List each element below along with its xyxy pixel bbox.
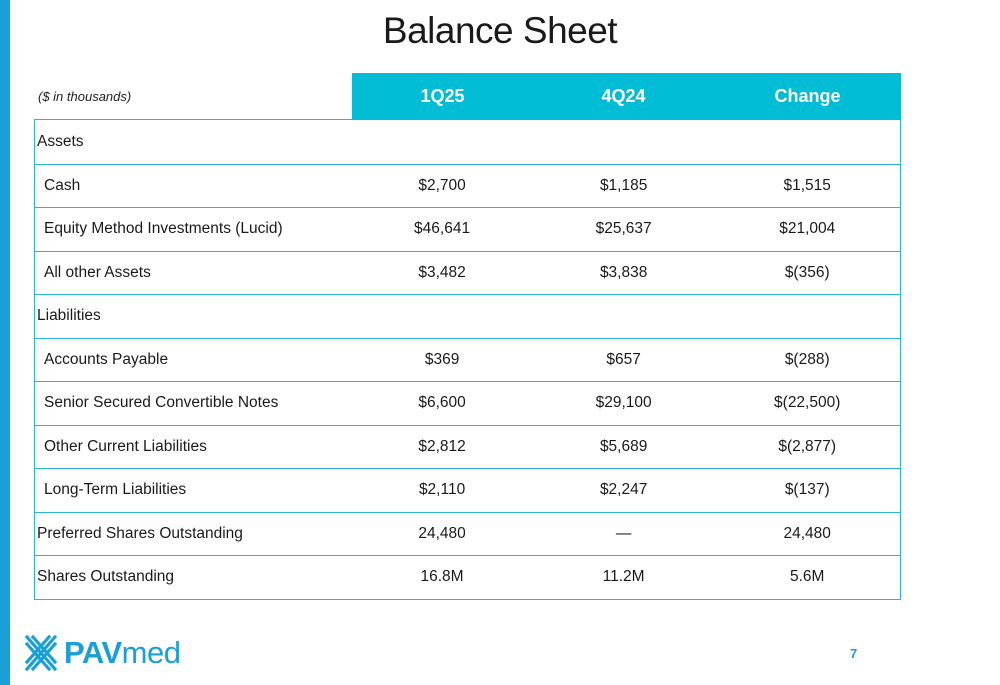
table-row <box>35 207 900 251</box>
value-change: $21,004 <box>779 220 836 238</box>
pavmed-logo-mark-icon <box>24 634 58 672</box>
value-1q25: $6,600 <box>418 394 466 412</box>
table-row <box>35 425 900 469</box>
value-change: 24,480 <box>783 524 831 542</box>
value-change: $1,515 <box>783 176 831 194</box>
value-change: 5.6M <box>789 568 825 586</box>
row-label: Shares Outstanding <box>37 568 175 586</box>
page-number: 7 <box>850 646 858 661</box>
value-4q24: $3,838 <box>599 263 648 281</box>
brand-light: med <box>121 635 181 670</box>
value-1q25: $2,812 <box>418 437 466 455</box>
row-label: Senior Secured Convertible Notes <box>44 394 279 412</box>
value-4q24: $657 <box>606 350 641 368</box>
pavmed-logo <box>24 634 180 672</box>
value-4q24: — <box>615 524 632 542</box>
table-row <box>35 338 900 382</box>
value-1q25: $46,641 <box>414 220 471 238</box>
page-title: Balance Sheet <box>382 10 618 51</box>
table-body <box>34 120 901 600</box>
value-1q25: $369 <box>424 350 460 368</box>
brand-bold: PAV <box>64 635 122 670</box>
column-header-change: Change <box>714 73 901 120</box>
table-row <box>35 251 900 295</box>
value-4q24: 11.2M <box>602 568 645 586</box>
value-1q25: $3,482 <box>418 263 466 281</box>
value-change: $(137) <box>784 481 830 499</box>
table-row <box>35 555 900 599</box>
row-label: Preferred Shares Outstanding <box>37 524 243 542</box>
value-1q25: 24,480 <box>418 524 466 542</box>
table-row <box>35 120 900 164</box>
table-row <box>35 294 900 338</box>
row-label: All other Assets <box>44 263 151 281</box>
table-row <box>35 468 900 512</box>
column-header-1q25: 1Q25 <box>352 73 533 120</box>
value-change: $(288) <box>784 350 830 368</box>
value-4q24: $29,100 <box>595 394 652 412</box>
left-accent-bar <box>0 0 10 685</box>
table-header-row <box>34 73 901 120</box>
row-label: Accounts Payable <box>44 350 169 368</box>
value-1q25: 16.8M <box>420 568 464 586</box>
table-row <box>35 381 900 425</box>
value-4q24: $25,637 <box>595 220 652 238</box>
table-row <box>35 512 900 556</box>
units-note: ($ in thousands) <box>34 73 352 120</box>
row-label: Assets <box>37 132 84 150</box>
pavmed-wordmark <box>64 635 180 671</box>
row-label: Long-Term Liabilities <box>44 481 187 499</box>
value-1q25: $2,110 <box>418 481 466 499</box>
value-change: $(2,877) <box>778 437 837 455</box>
table-row <box>35 164 900 208</box>
value-4q24: $2,247 <box>599 481 648 499</box>
row-label: Cash <box>44 176 81 194</box>
value-4q24: $1,185 <box>599 176 648 194</box>
row-label: Equity Method Investments (Lucid) <box>44 220 283 238</box>
row-label: Other Current Liabilities <box>44 437 207 455</box>
value-change: $(22,500) <box>774 394 841 412</box>
value-1q25: $2,700 <box>418 176 466 194</box>
value-change: $(356) <box>784 263 830 281</box>
balance-sheet-table <box>34 73 901 600</box>
row-label: Liabilities <box>37 307 101 325</box>
value-4q24: $5,689 <box>599 437 648 455</box>
column-header-4q24: 4Q24 <box>533 73 714 120</box>
